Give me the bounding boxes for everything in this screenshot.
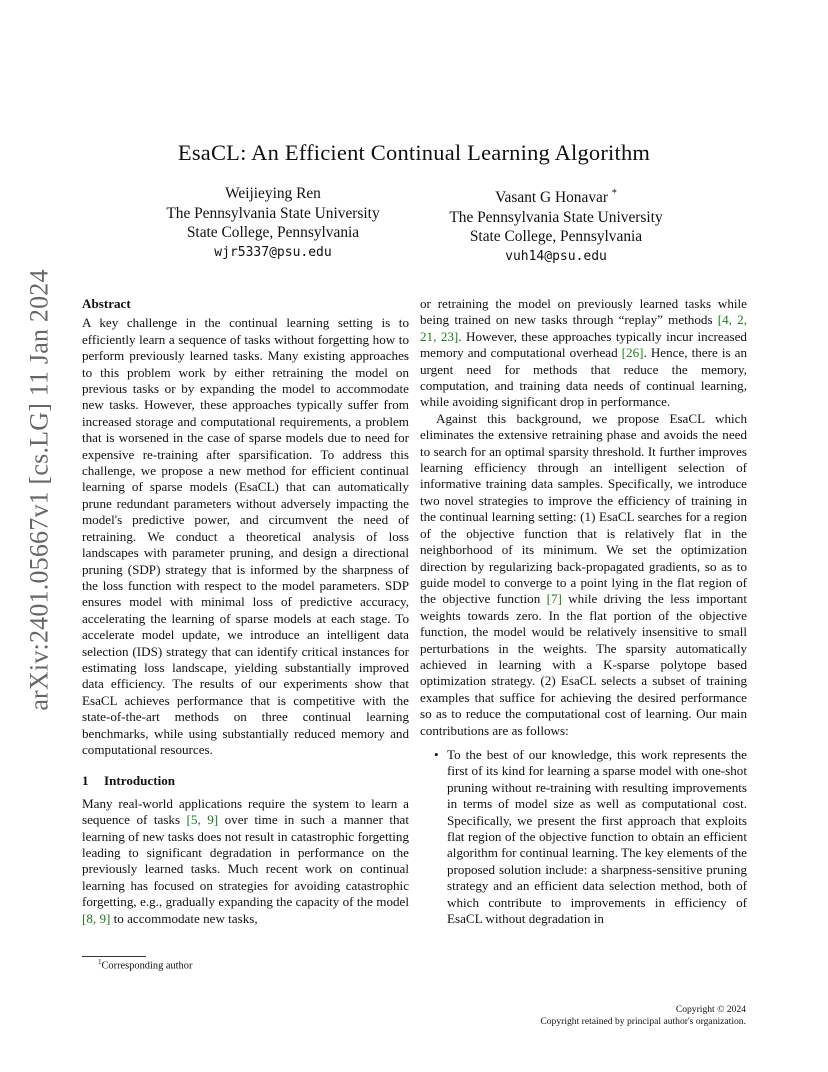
text-run: or retraining the model on previously learned tasks while being trained on new tasks through “replay” methods (420, 296, 747, 328)
abstract-heading: Abstract (82, 296, 131, 311)
footnote-divider (82, 956, 146, 957)
arxiv-stamp-text: arXiv:2401.05667v1 [cs.LG] 11 Jan 2024 (25, 269, 55, 711)
list-item: • To the best of our knowledge, this work represents the first of its kind for learning a sparse model with one-shot pruning without re-training with resulting improvements in terms of model size as well as computational cost. Specifically, we present the first approach that exploits flat region of the objective function to obtain an efficient algorithm for continual learning. The key elements of the proposed solution include: a sharpness-sensitive pruning strategy and an efficient data selection method, both of which contribute to improvements in efficiency of EsaCL without degradation in (447, 747, 747, 927)
footnote-text: Corresponding author (101, 960, 193, 972)
copyright-line-2: Copyright retained by principal author's organization. (540, 1016, 746, 1027)
citation-link[interactable]: [26] (621, 345, 644, 361)
author-name-line (423, 184, 689, 208)
copyright-notice (540, 1004, 746, 1028)
citation-link[interactable]: [4, 2, 21, 23] (420, 312, 747, 344)
section-number: 1 (82, 773, 89, 789)
author-email[interactable]: vuh14@psu.edu (505, 248, 607, 264)
intro-paragraph-2 (420, 411, 747, 739)
citation-link[interactable]: [7] (546, 591, 562, 607)
author-block-1 (140, 184, 406, 262)
intro-paragraph-1-continued (420, 296, 747, 411)
section-heading-introduction (82, 773, 409, 789)
author-email[interactable]: wjr5337@psu.edu (214, 244, 332, 260)
left-column (82, 296, 409, 927)
author-name: Vasant G Honavar (495, 189, 608, 207)
section-title: Introduction (104, 773, 176, 789)
author-affiliation: The Pennsylvania State University (449, 208, 663, 226)
text-run: to accommodate new tasks, (110, 910, 258, 926)
author-name: Weijieying Ren (225, 185, 321, 202)
contributions-list (420, 747, 747, 927)
text-run: . Hence, there is an urgent need for methods that reduce the memory, computation, and training data needs of continual learning, while avoiding significant drop in performance. (420, 345, 747, 410)
copyright-line-1: Copyright © 2024 (675, 1004, 746, 1015)
citation-link[interactable]: [8, 9] (82, 910, 111, 926)
text-run: Against this background, we propose EsaCL which eliminates the extensive retraining phase and avoids the need to search for an optimal sparsity threshold. It further improves learning efficiency through an intelligent selection of informative training data samples. Specifically, we introduce two novel strategies to improve the efficiency of training in the continual learning setting: (1) EsaCL searches for a region of the objective function that is relatively flat in the neighborhood of its minimum. We set the optimization direction by regularizing back-propagated gradients, so as to guide model to converge to a point lying in the flat region of the objective function (420, 410, 747, 607)
footnote (98, 958, 192, 971)
intro-paragraph-1 (82, 796, 409, 927)
author-block-2 (423, 184, 689, 266)
author-location: State College, Pennsylvania (469, 228, 643, 246)
text-run: . However, these approaches typically incur increased memory and computational overhead (420, 328, 747, 361)
author-mark: * (611, 188, 617, 199)
right-column (420, 296, 747, 927)
abstract-text: A key challenge in the continual learning setting is to efficiently learn a sequence of tasks without forgetting how to perform previously learned tasks. Many existing approaches to this problem work by either retraining the model on previous tasks or by expanding the model to accommodate new tasks. However, these approaches typically suffer from increased storage and computational requirements, a problem that is worsened in the case of sparse models due to need for expensive re-training after sparsification. To address this challenge, we propose a new method for efficient continual learning of sparse models (EsaCL) that can automatically prune redundant parameters without adversely impacting the model's predictive power, and circumvent the need of retraining. We conduct a theoretical analysis of loss landscapes with parameter pruning, and design a directional pruning (SDP) strategy that is informed by the sharpness of the loss function with respect to the model parameters. SDP ensures model with minimal loss of predictive accuracy, accelerating the learning of sparse models at each stage. To accelerate model update, we introduce an intelligent data selection (IDS) strategy that can identify critical instances for estimating loss landscape, yielding substantially improved data efficiency. The results of our experiments show that EsaCL achieves performance that is competitive with the state-of-the-art methods on three continual learning benchmarks, while using substantially reduced memory and computational resources. (82, 315, 409, 757)
author-affiliation: The Pennsylvania State University (166, 204, 380, 222)
author-location: State College, Pennsylvania (186, 224, 360, 241)
text-run: while driving the less important weights towards zero. In the flat portion of the objective function, the model would be relatively insensitive to small perturbations in the weights. The sparsity automatically achieved in learning with a K-sparse polytope based optimization strategy. (2) EsaCL selects a subset of training examples that suffice for achieving the desired performance so as to reduce the computational cost of learning. Our main contributions are as follows: (420, 591, 747, 738)
paper-title: EsaCL: An Efficient Continual Learning Algorithm (177, 140, 651, 165)
citation-link[interactable]: [5, 9] (186, 812, 219, 828)
text-run: Many real-world applications require the system to learn a sequence of tasks (82, 795, 409, 828)
text-run: over time in such a manner that learning of new tasks does not result in catastrophic forgetting leading to significant degradation in performance on the previously learned tasks. Much recent work on continual learning has focused on strategies for avoiding catastrophic forgetting, e.g., gradually expanding the capacity of the model (82, 812, 409, 910)
arxiv-stamp (24, 269, 56, 711)
footnote-mark: 1 (98, 958, 102, 966)
